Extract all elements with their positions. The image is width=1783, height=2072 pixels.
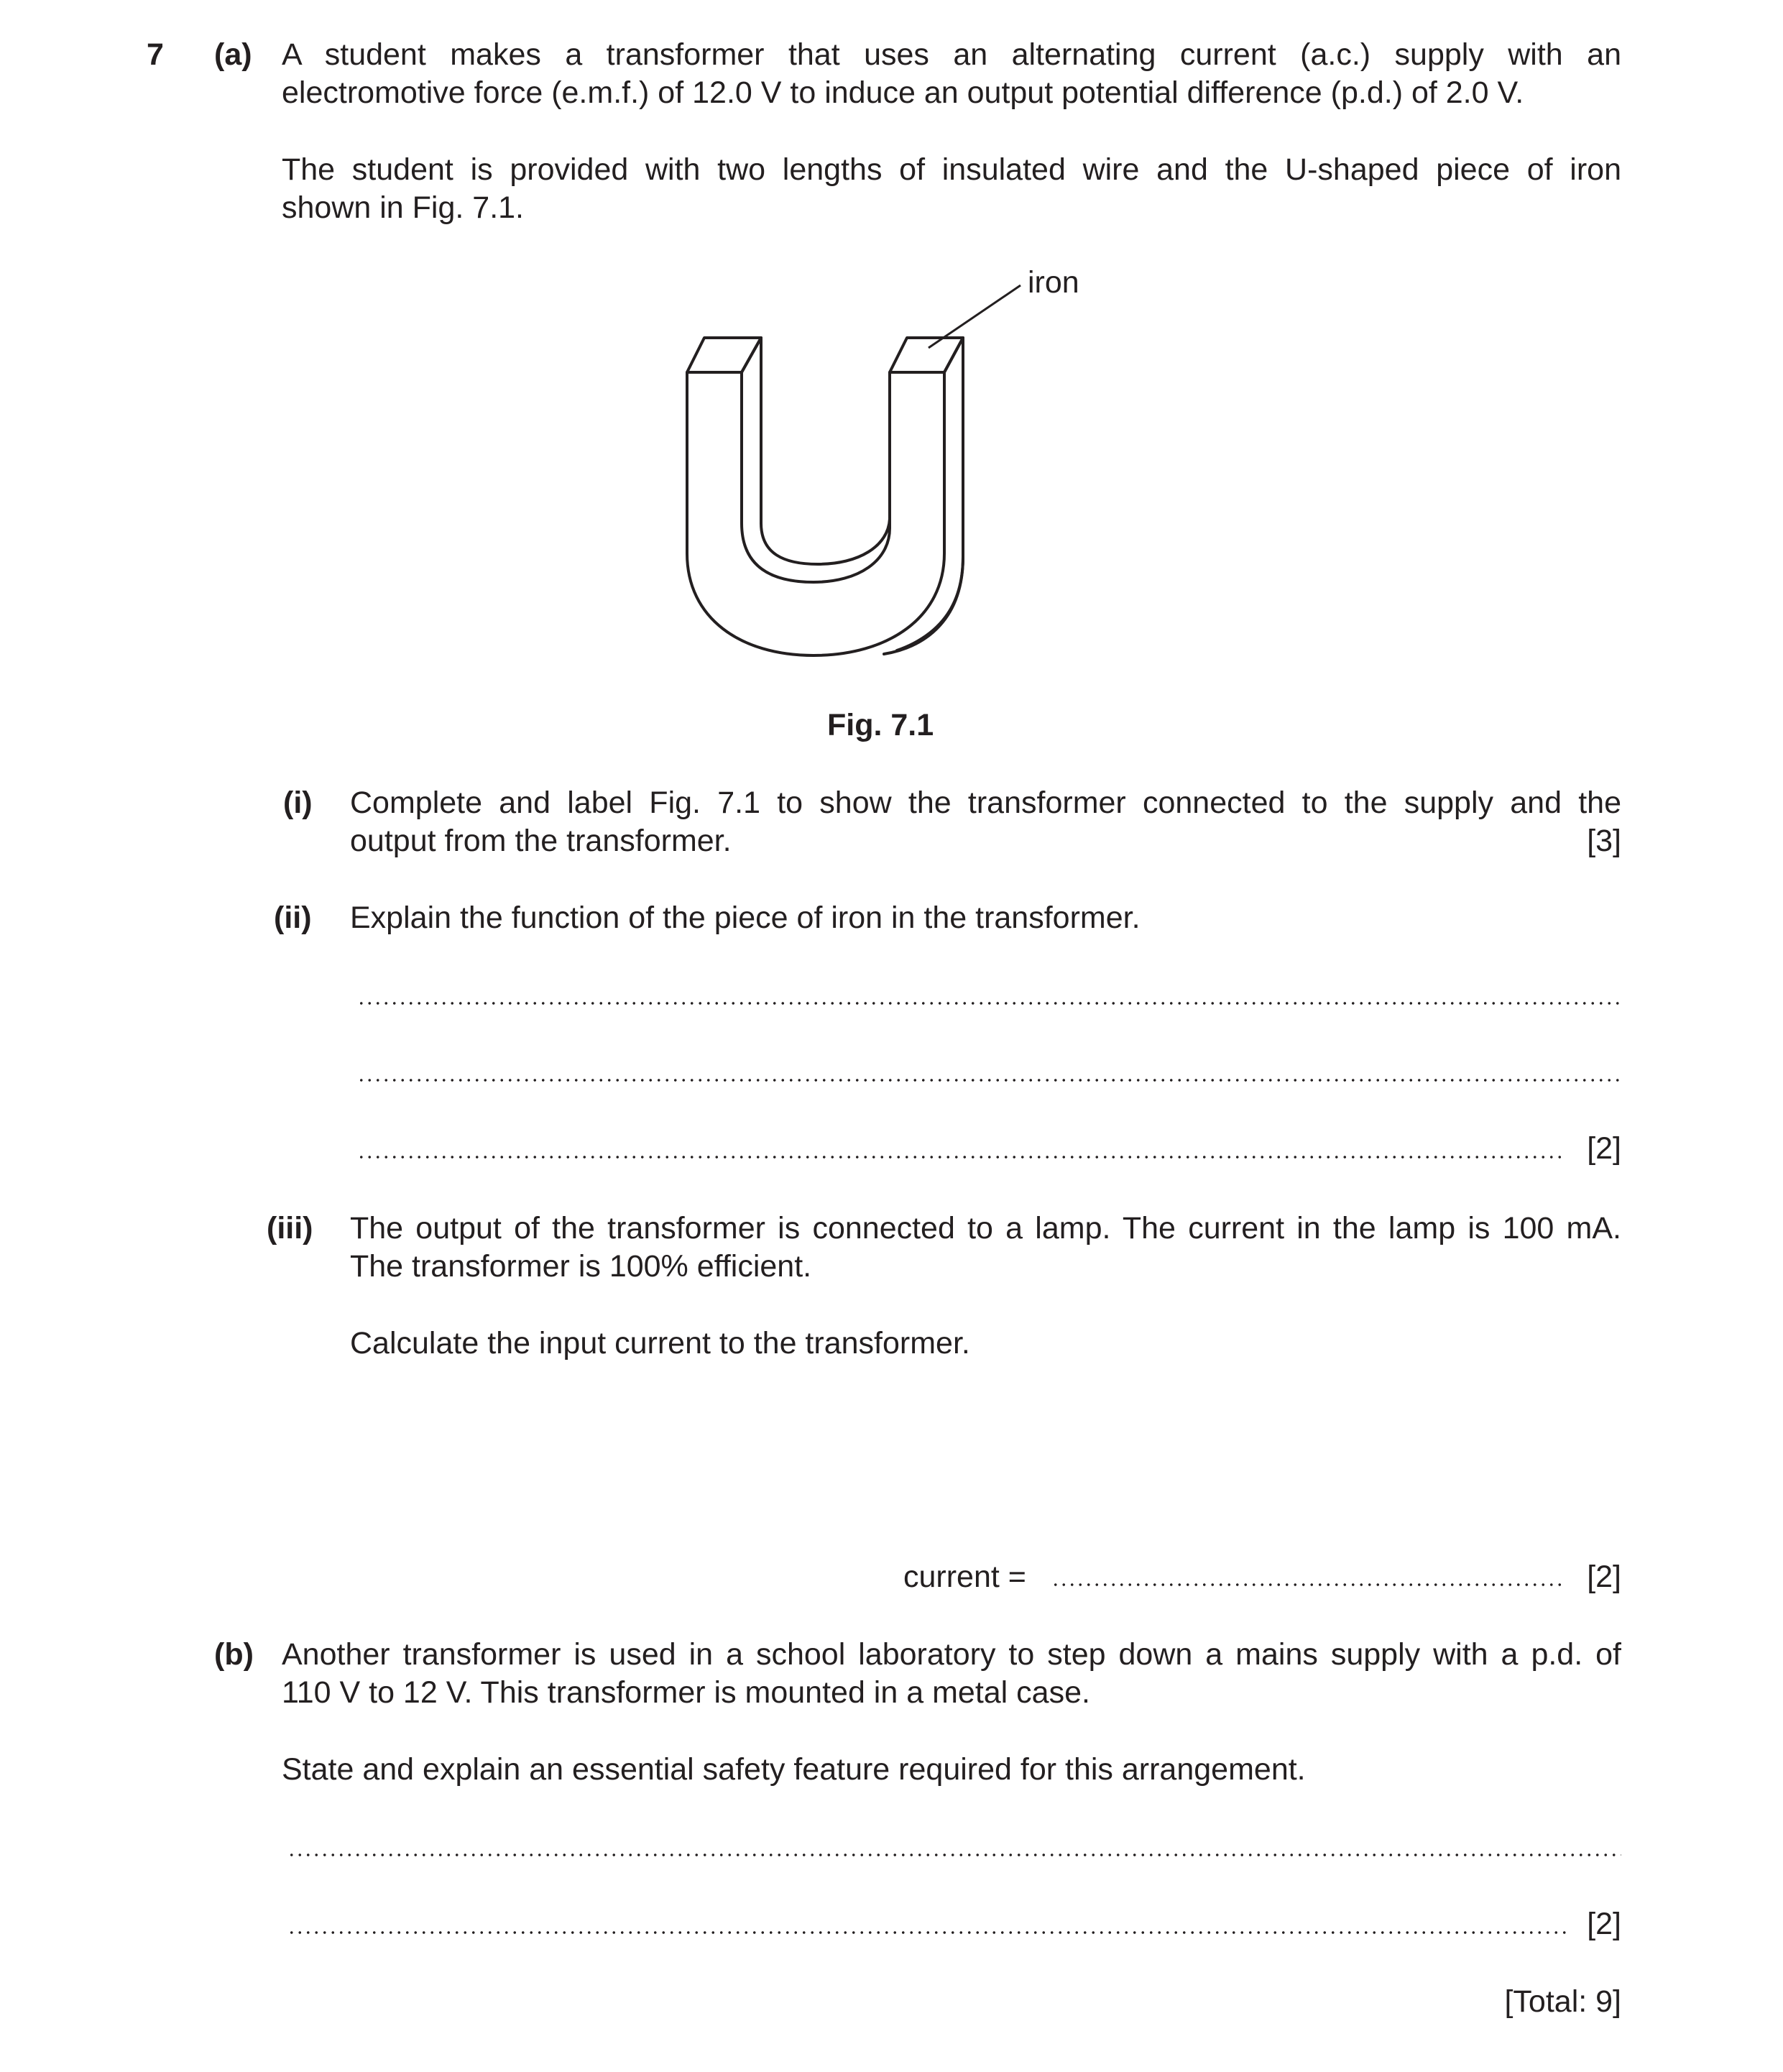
part-a-provided-line2: shown in Fig. 7.1. [282,190,525,225]
part-a-iii-label: (iii) [267,1211,313,1245]
part-b-line1: Another transformer is used in a school laboratory to step down a mains supply with a p.d. of [282,1637,1621,1672]
part-b-line2: 110 V to 12 V. This transformer is mounted in a metal case. [282,1675,1090,1710]
part-a-i-line1: Complete and label Fig. 7.1 to show the transformer connected to the supply and the [350,786,1621,820]
iron-label: iron [1028,265,1079,300]
part-a-ii-text: Explain the function of the piece of iron in the transformer. [350,901,1141,935]
part-b-marks: [2] [1587,1907,1621,1941]
u-shaped-iron-figure [0,0,1783,719]
answer-line-b-2[interactable] [287,1930,1567,1935]
part-a-ii-label: (ii) [274,901,312,935]
part-a-i-label: (i) [283,786,313,820]
question-number: 7 [147,37,164,72]
part-a-iii-marks: [2] [1587,1560,1621,1594]
part-a-intro-line1: A student makes a transformer that uses an alternating current (a.c.) supply with an [282,37,1621,72]
part-a-iii-line2: The transformer is 100% efficient. [350,1249,812,1284]
part-a-i-line2: output from the transformer. [350,824,732,858]
part-b-label: (b) [214,1637,254,1672]
part-a-i-marks: [3] [1587,824,1621,858]
part-a-iii-line1: The output of the transformer is connected to a lamp. The current in the lamp is 100 mA. [350,1211,1621,1245]
answer-line-ii-1[interactable] [357,1001,1621,1005]
figure-caption: Fig. 7.1 [827,708,934,742]
current-answer-line[interactable] [1051,1583,1567,1587]
total-marks: [Total: 9] [1504,1984,1621,2019]
part-b-instruction: State and explain an essential safety feature required for this arrangement. [282,1752,1306,1787]
part-a-ii-marks: [2] [1587,1131,1621,1166]
answer-line-ii-2[interactable] [357,1078,1621,1082]
answer-line-b-1[interactable] [287,1853,1621,1857]
part-a-intro-line2: electromotive force (e.m.f.) of 12.0 V to induce an output potential difference (p.d.) of 2.0 V. [282,75,1524,110]
answer-line-ii-3[interactable] [357,1155,1567,1159]
part-a-provided-line1: The student is provided with two lengths of insulated wire and the U-shaped piece of iron [282,152,1621,187]
part-a-label: (a) [214,37,252,72]
part-a-iii-instruction: Calculate the input current to the transformer. [350,1326,970,1360]
current-answer-label: current = [903,1560,1026,1594]
